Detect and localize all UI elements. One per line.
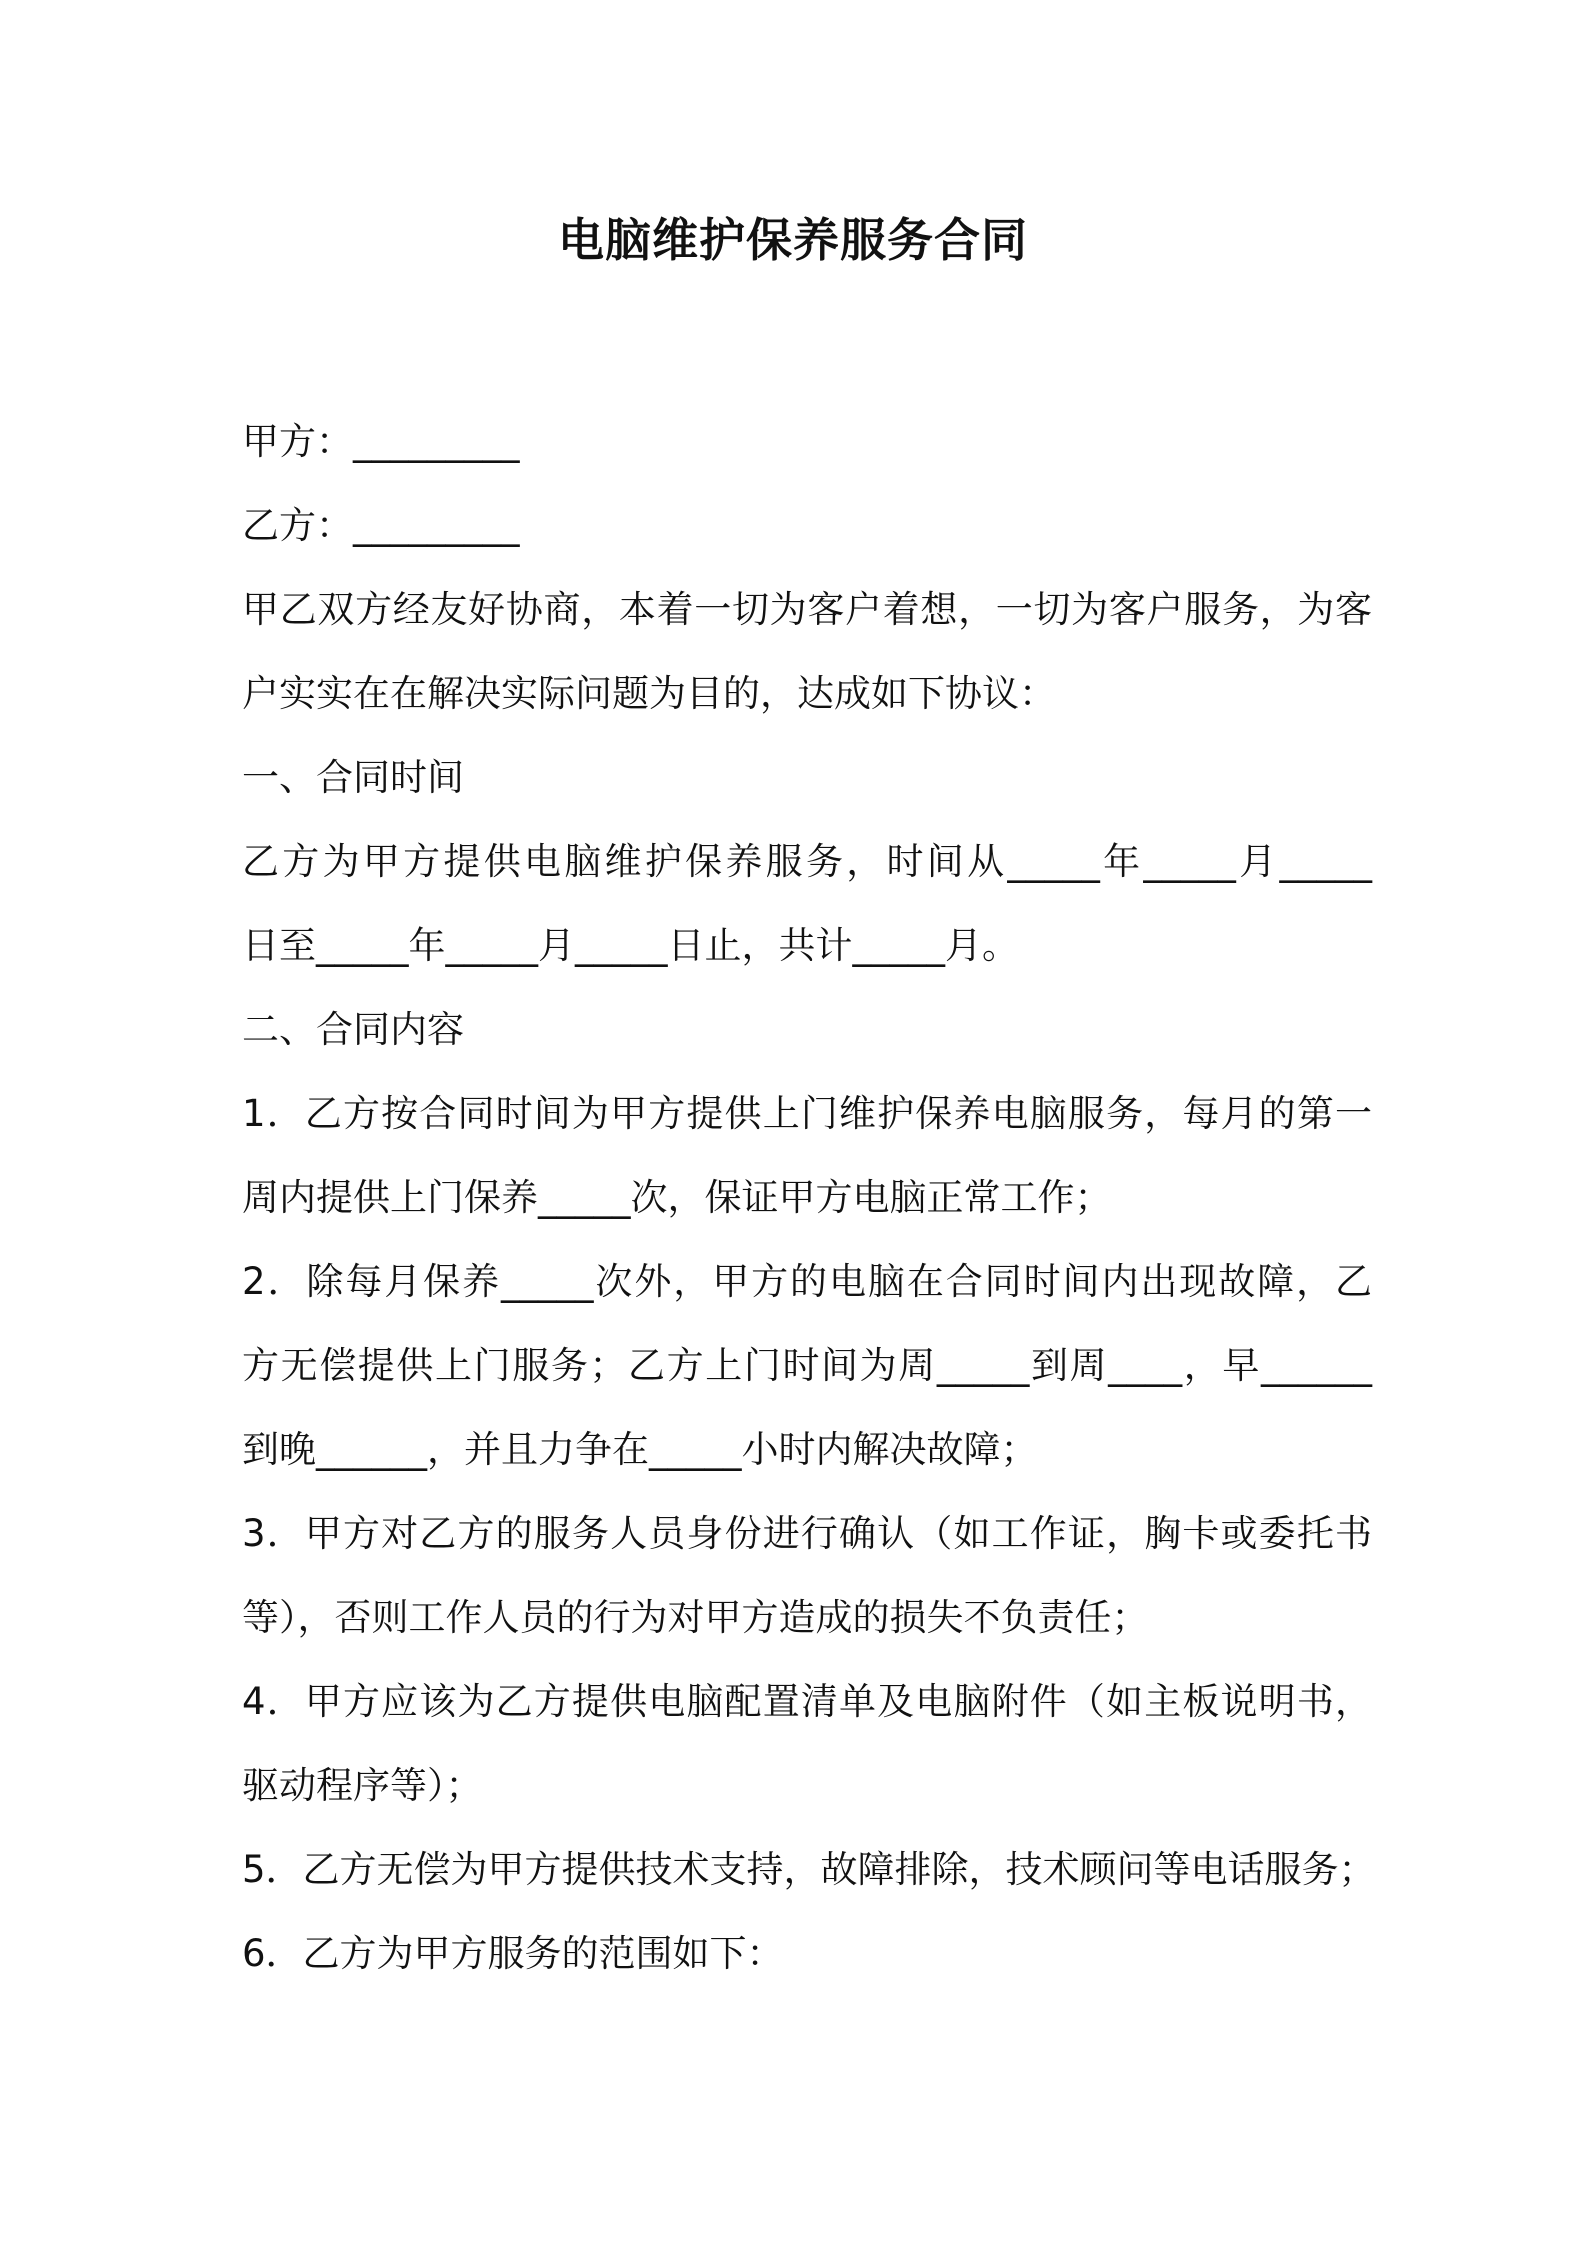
clause-1-line-2: 周内提供上门保养_____次，保证甲方电脑正常工作； (242, 1176, 1112, 1219)
clause-5-line: 5．乙方无偿为甲方提供技术支持，故障排除，技术顾问等电话服务； (242, 1848, 1376, 1891)
contract-time-line-2: 日至_____年_____月_____日止，共计_____月。 (242, 924, 1019, 967)
section-heading-contract-time: 一、合同时间 (242, 756, 464, 799)
contract-time-line-1: 乙方为甲方提供电脑维护保养服务，时间从_____年_____月_____ (242, 840, 1372, 883)
section-heading-contract-content: 二、合同内容 (242, 1008, 464, 1051)
document-body (242, 400, 1376, 1996)
clause-4-line-2: 驱动程序等）； (242, 1764, 483, 1807)
preamble-line-1: 甲乙双方经友好协商，本着一切为客户着想，一切为客户服务，为客 (242, 588, 1372, 631)
clause-4-line-1: 4．甲方应该为乙方提供电脑配置清单及电脑附件（如主板说明书， (242, 1680, 1372, 1723)
preamble-line-2: 户实实在在解决实际问题为目的，达成如下协议： (242, 672, 1056, 715)
clause-2-line-1: 2．除每月保养_____次外，甲方的电脑在合同时间内出现故障，乙 (242, 1260, 1372, 1303)
clause-6-line: 6．乙方为甲方服务的范围如下： (242, 1932, 784, 1975)
document-title: 电脑维护保养服务合同 (558, 213, 1028, 267)
party-a-line: 甲方：_________ (242, 420, 520, 463)
clause-3-line-1: 3．甲方对乙方的服务人员身份进行确认（如工作证，胸卡或委托书 (242, 1512, 1372, 1555)
clause-1-line-1: 1．乙方按合同时间为甲方提供上门维护保养电脑服务，每月的第一 (242, 1092, 1372, 1135)
clause-3-line-2: 等），否则工作人员的行为对甲方造成的损失不负责任； (242, 1596, 1149, 1639)
party-b-line: 乙方：_________ (242, 504, 520, 547)
clause-2-line-2: 方无偿提供上门服务；乙方上门时间为周_____到周____，早______ (242, 1344, 1372, 1387)
clause-2-line-3: 到晚______，并且力争在_____小时内解决故障； (242, 1428, 1038, 1471)
